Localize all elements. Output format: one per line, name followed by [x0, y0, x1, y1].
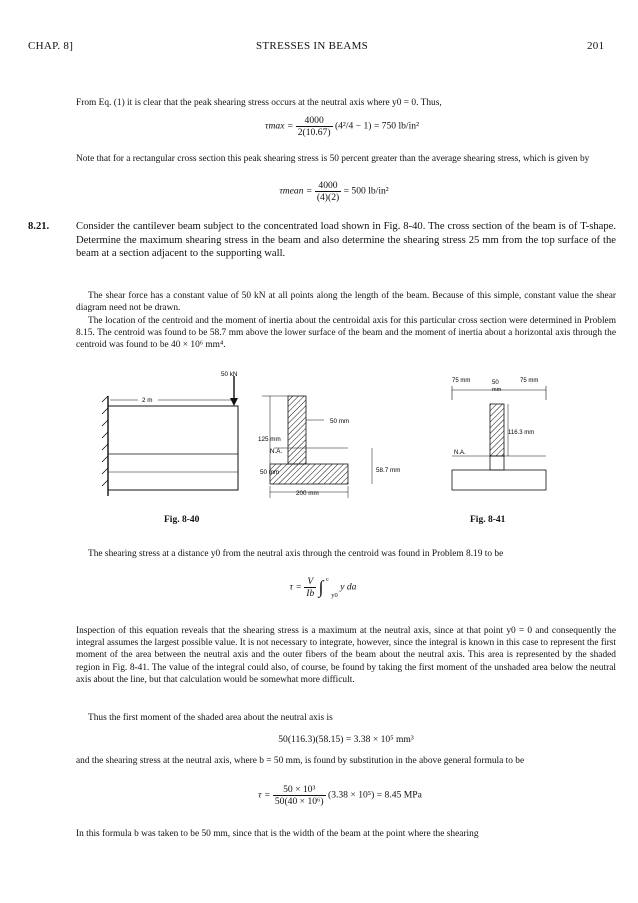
paragraph-b-note: In this formula b was taken to be 50 mm, since that is the width of the beam at the point where the shearing — [76, 829, 479, 839]
equation-first-moment: 50(116.3)(58.15) = 3.38 × 10⁵ mm³ — [278, 734, 414, 745]
problem-number: 8.21. — [28, 221, 50, 232]
integral-lower-limit: y0 — [331, 592, 338, 599]
eq2-denominator: (4)(2) — [316, 192, 340, 203]
paragraph-first-moment: Thus the first moment of the shaded area about the neutral axis is — [88, 713, 333, 723]
dim-flange-label: 50 mm — [260, 469, 280, 476]
dim-shaded-label: 116.3 mm — [508, 430, 535, 436]
dim-width-label: 200 mm — [296, 490, 319, 497]
dim-left-label: 75 mm — [452, 378, 471, 384]
load-arrow — [230, 376, 238, 406]
figure-8-40 — [100, 368, 400, 508]
paragraph-centroid: The location of the centroid and the moment of inertia about the centroidal axis for this particular cross section were determined in Problem 8.15. The centroid was found to be 58.7 mm above the lower surface of the beam and the moment of inertia about a horizontal axis through the centroid was found to be 40 × 10⁶ mm⁴. — [76, 316, 616, 351]
paragraph-shear-force: The shear force has a constant value of 50 kN at all points along the length of the beam. Because of this simple, constant value the shear diagram need not be drawn. — [76, 291, 616, 314]
wall-support — [102, 396, 108, 496]
span-label: 2 m — [142, 397, 153, 404]
integral-upper-limit: c — [326, 576, 329, 583]
eq1-denominator: 2(10.67) — [297, 127, 331, 138]
eq2-numerator: 4000 — [315, 180, 341, 192]
figure-8-41 — [438, 372, 558, 502]
equation-shear-general — [268, 576, 378, 612]
load-label: 50 kN — [221, 371, 238, 378]
eq3-denominator: Ib — [306, 588, 315, 599]
eq5-lhs: τ = — [258, 789, 271, 801]
dim-mm-label: mm — [492, 387, 502, 393]
dim-mid-label: 50 — [492, 380, 499, 386]
equation-shear-result — [210, 784, 470, 820]
dim-right-label: 75 mm — [520, 378, 539, 384]
eq1-rhs: = 750 lb/in² — [373, 120, 419, 132]
na-label-fig40: N.A. — [270, 448, 283, 455]
page-number: 201 — [587, 40, 605, 52]
eq2-lhs: τmean = — [279, 185, 313, 197]
eq1-paren: (4²/4 − 1) — [334, 120, 372, 132]
paragraph-note: Note that for a rectangular cross section this peak shearing stress is 50 percent greater than the average shearing stress, which is given by — [76, 154, 590, 164]
cantilever-beam — [108, 406, 238, 490]
t-cross-section — [270, 396, 348, 484]
eq5-rhs: (3.38 × 10⁵) = 8.45 MPa — [328, 789, 422, 801]
integrand: y da — [340, 581, 357, 593]
integral-sign: ∫ — [318, 577, 324, 597]
chapter-label: CHAP. 8] — [28, 40, 74, 52]
eq5-denominator: 50(40 × 10⁶) — [274, 796, 324, 807]
eq2-rhs: = 500 lb/in² — [343, 185, 389, 197]
t-section-shaded — [452, 404, 546, 490]
eq1-lhs: τmax = — [265, 120, 294, 132]
equation-tau-mean — [244, 180, 424, 214]
eq1-numerator: 4000 — [296, 115, 333, 127]
eq3-numerator: V — [304, 576, 316, 588]
equation-tau-max — [232, 115, 452, 149]
paragraph-inspection: Inspection of this equation reveals that the shearing stress is a maximum at the neutral axis, since at that point y0 = 0 and consequently the integral assumes the largest possible value. It is not necessary to integrate, however, since the integral is known in this case to represent the first moment of the area between the neutral axis and the outer fibers of the beam about the neutral axis. This area is represented by the shaded region in Fig. 8-41. The value of the integral could also, of course, be found by taking the first moment of the unshaded area below the neutral axis about the line, but that calculation would be somewhat more difficult. — [76, 626, 616, 685]
eq3-lhs: τ = — [289, 581, 302, 593]
paragraph-intro: From Eq. (1) it is clear that the peak shearing stress occurs at the neutral axis where y0 = 0. Thus, — [76, 98, 442, 108]
na-label-fig41: N.A. — [454, 450, 466, 456]
running-title: STRESSES IN BEAMS — [256, 40, 369, 52]
dim-centroid-label: 58.7 mm — [376, 467, 400, 474]
dim-web-label: 125 mm — [258, 436, 281, 443]
problem-statement: Consider the cantilever beam subject to the concentrated load shown in Fig. 8-40. The cross section of the beam is of T-shape. Determine the maximum shearing stress in the beam and also determine the shearing stress 25 mm from the top surface of the beam at a section adjacent to the supporting wall. — [76, 221, 616, 260]
paragraph-shear-formula: The shearing stress at a distance y0 from the neutral axis through the centroid was found in Problem 8.19 to be — [88, 549, 504, 559]
paragraph-substitution: and the shearing stress at the neutral axis, where b = 50 mm, is found by substitution in the above general formula to be — [76, 756, 525, 766]
figure-8-40-caption: Fig. 8-40 — [164, 515, 200, 525]
dim-top-label: 50 mm — [330, 418, 350, 425]
figure-8-41-caption: Fig. 8-41 — [470, 515, 506, 525]
eq5-numerator: 50 × 10³ — [273, 784, 326, 796]
